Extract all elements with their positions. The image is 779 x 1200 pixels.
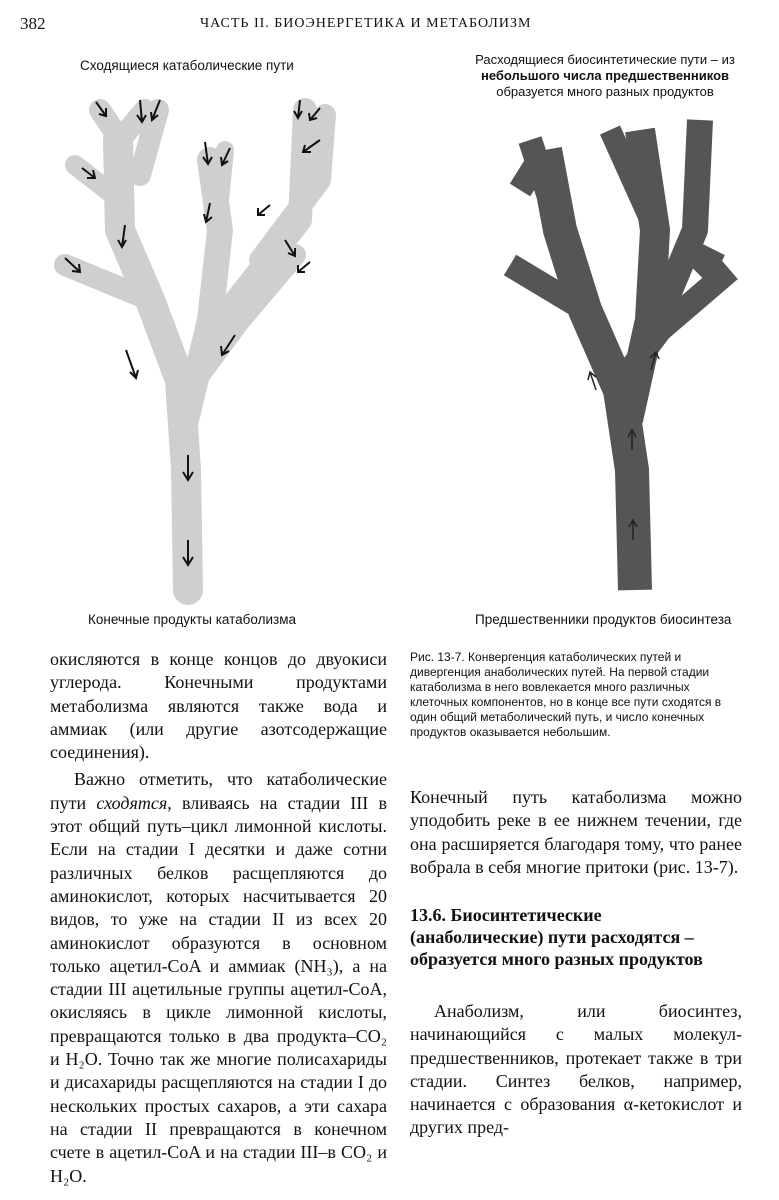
right-label-line3: образуется много разных продуктов [496,84,714,99]
left-paragraph-2 [50,768,387,1187]
arrow-1 [126,350,138,378]
arrow-17 [258,205,270,215]
p2-part-1: Важно отметить, что катаболические пути [50,769,387,813]
left-paragraph-1: окисляются в конце концов до двуокиси углерода. Конечными продуктами метаболизма являются также вода и аммиак (или другие азотсодержащие соединения). [50,649,387,763]
anabolic-tree [510,120,730,590]
running-head: ЧАСТЬ II. БИОЭНЕРГЕТИКА И МЕТАБОЛИЗМ [200,16,532,31]
right-paragraph-2: Анаболизм, или биосинтез, начинающийся с малых молекул-предшественников, протекает также в три стадии. Синтез белков, например, начинается с образования α-кетокислот и других пред- [410,1001,742,1138]
right-figure-bottom-label: Предшественники продуктов биосинтеза [475,612,732,627]
section-heading: 13.6. Биосинтетические (анаболические) пути расходятся – образуется много разных продуктов [410,905,703,969]
right-branch-f [690,250,720,265]
p2-italic-word: сходятся [96,792,168,813]
p2-part-2: , вливаясь на стадии III в этот общий путь–цикл лимонной кислоты. Если на стадии I десятки и даже сотни различных белков расщепляются до аминокислот, которых насчитывается 20 видов, то уже на стадии II из всех 20 аминокислот образуются в основном только ацетил-CoA и аммиак (NH₃), а на стадии III ацетильные группы ацетил-CoA, окисляясь в цикле лимонной кислоты, превращаются только в два продукта–CO₂ и H₂O. Точно так же многие полисахариды и дисахариды расщепляются на стадии I до нескольких простых сахаров, а эти сахара на стадии II превращаются в конечном счете в ацетил-CoA и на стадии III–в CO₂ и H₂O. [50,792,387,1186]
left-figure-top-label: Сходящиеся катаболические пути [80,58,294,73]
figure-caption: Рис. 13-7. Конвергенция катаболических путей и дивергенция анаболических путей. На первой стадии катаболизма в него вовлекается много различных клеточных компонентов, но в конце все пути сходятся в один общий метаболический путь, и число конечных продуктов оказывается небольшим. [410,650,722,739]
left-figure-bottom-label: Конечные продукты катаболизма [88,612,296,627]
page-number: 382 [20,14,46,33]
catabolic-tree [65,110,325,590]
right-label-line2: небольшого числа предшественников [480,68,730,83]
right-paragraph-1: Конечный путь катаболизма можно уподобить реке в ее нижнем течении, где она расширяется благодаря тому, что ранее вобрала в себя многие притоки (рис. 13-7). [410,787,742,877]
right-label-line1: Расходящиеся биосинтетические пути – из [475,52,735,67]
left-column [50,648,387,1188]
